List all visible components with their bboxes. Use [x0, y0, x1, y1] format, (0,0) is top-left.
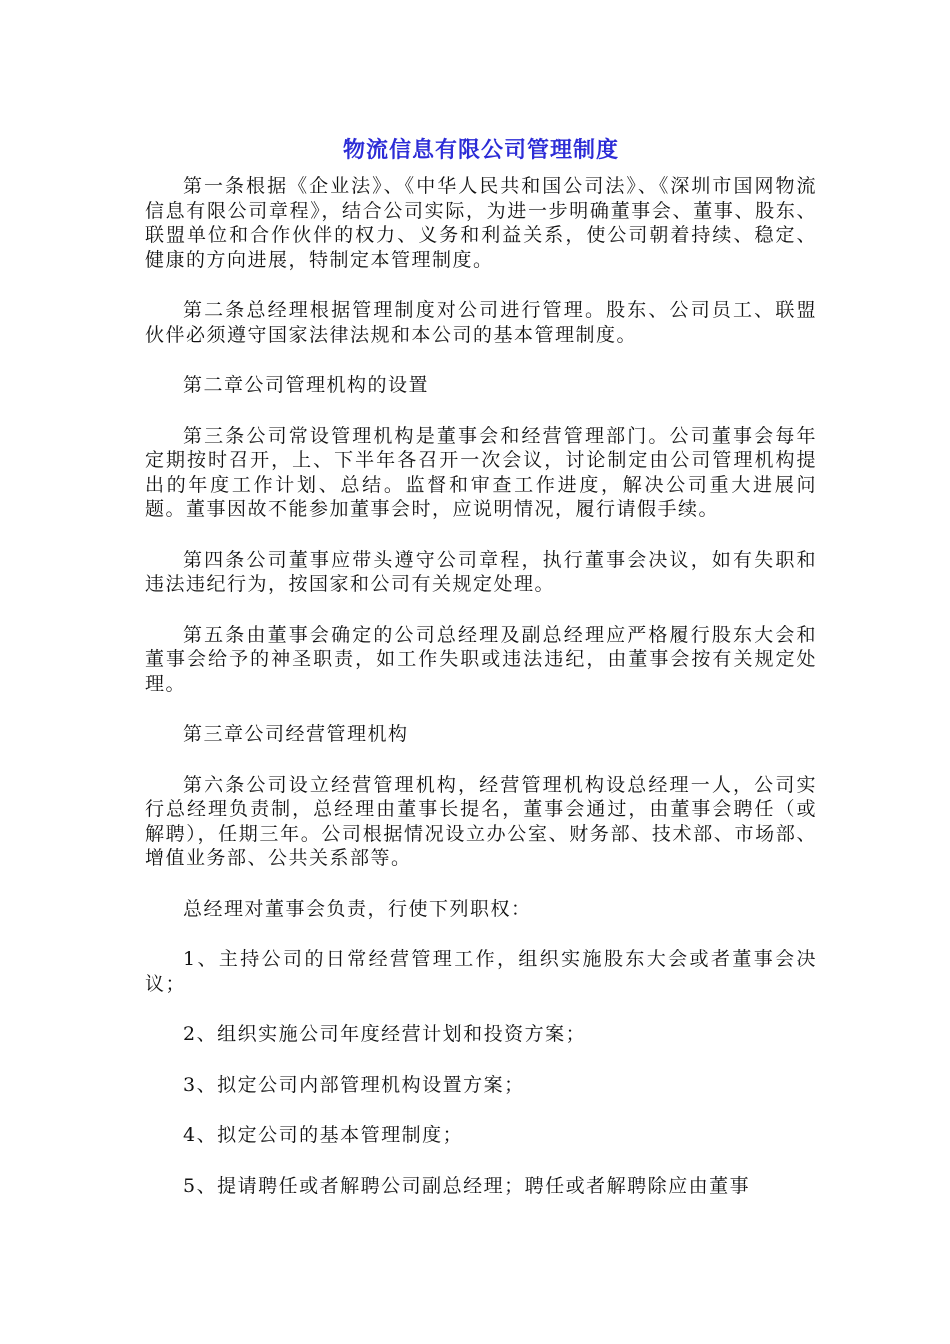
document-page	[145, 128, 817, 1224]
list-item-duty-2: 2、组织实施公司年度经营计划和投资方案；	[183, 1023, 587, 1045]
list-item-duty-5: 5、提请聘任或者解聘公司副总经理；聘任或者解聘除应由董事	[183, 1174, 751, 1197]
paragraph-article-2: 第二条总经理根据管理制度对公司进行管理。股东、公司员工、联盟伙伴必须遵守国家法律法规和本公司的基本管理制度。	[145, 299, 817, 346]
chapter-heading-3: 第三章公司经营管理机构	[183, 723, 409, 745]
paragraph-article-5: 第五条由董事会确定的公司总经理及副总经理应严格履行股东大会和董事会给予的神圣职责，如工作失职或违法违纪，由董事会按有关规定处理。	[145, 623, 817, 695]
paragraph-article-6: 第六条公司设立经营管理机构，经营管理机构设总经理一人，公司实行总经理负责制，总经理由董事长提名，董事会通过，由董事会聘任（或解聘），任期三年。公司根据情况设立办公室、财务部、技术部、市场部、增值业务部、公共关系部等。	[145, 773, 817, 869]
list-item-duty-4: 4、拟定公司的基本管理制度；	[183, 1124, 464, 1146]
list-item-duty-3: 3、拟定公司内部管理机构设置方案；	[183, 1073, 525, 1096]
chapter-heading-2: 第二章公司管理机构的设置	[183, 374, 430, 396]
paragraph-article-4: 第四条公司董事应带头遵守公司章程，执行董事会决议，如有失职和违法违纪行为，按国家和公司有关规定处理。	[145, 548, 817, 595]
paragraph-article-1: 第一条根据《企业法》、《中华人民共和国公司法》、《深圳市国网物流信息有限公司章程》，结合公司实际，为进一步明确董事会、董事、股东、联盟单位和合作伙伴的权力、义务和利益关系，使公司朝着持续、稳定、健康的方向进展，特制定本管理制度。	[145, 175, 817, 271]
paragraph-article-3: 第三条公司常设管理机构是董事会和经营管理部门。公司董事会每年定期按时召开，上、下半年各召开一次会议，讨论制定由公司管理机构提出的年度工作计划、总结。监督和审查工作进度，解决公司重大进展问题。董事因故不能参加董事会时，应说明情况，履行请假手续。	[145, 424, 817, 520]
list-item-duty-1: 1、主持公司的日常经营管理工作，组织实施股东大会或者董事会决议；	[145, 948, 817, 995]
document-title: 物流信息有限公司管理制度	[342, 138, 619, 163]
paragraph-gm-duties-intro: 总经理对董事会负责，行使下列职权：	[183, 897, 532, 920]
